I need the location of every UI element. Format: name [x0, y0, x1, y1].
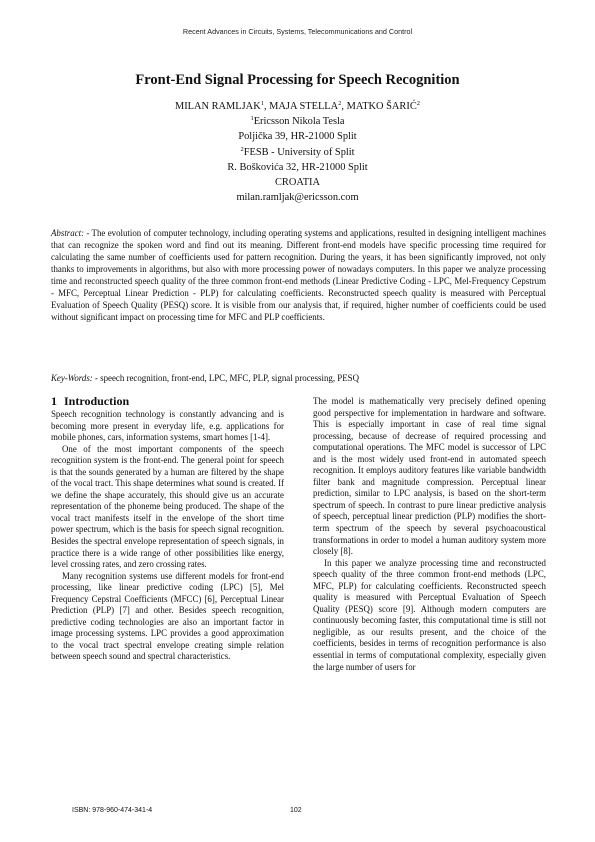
- paragraph: In this paper we analyze processing time and reconstructed speech quality of the three common front-end methods (LPC, MFC, PLP) for calculating coefficients. Reconstructed speech quality is measured with Perceptual Evaluation of Speech Quality (PESQ) score [9]. Although modern computers are continuously becoming faster, this computational time is still not negligible, as our results present, and the choice of the coefficients, besides in terms of recognition performance is also essential in terms of computational complexity, especially given the large number of users for: [313, 557, 546, 672]
- affiliation-1-name: $^1$Ericsson Nikola Tesla: [250, 115, 345, 128]
- author-affiliation-mark: 1: [260, 100, 264, 107]
- section-number: 1: [51, 394, 57, 408]
- section-title: Introduction: [64, 394, 130, 408]
- affiliation-1-address: Poljička 39, HR-21000 Split: [238, 131, 357, 143]
- abstract-text: - The evolution of computer technology, including operating systems and applications, resulted in designing intelligent machines that can recognize the spoken word and find out its meaning. Different front-end models have specific processing time required for calculating the same number of coefficients used for pattern recognition. During the years, it has been significantly improved, not only thanks to improvements in algorithms, but also with more processing power of nowadays computers. In this paper we analyze processing time and reconstructed speech quality of the three common front-end methods (Linear Predictive Coding - LPC, Mel-Frequency Cepstrum - MFC, Perceptual Linear Prediction - PLP) for calculating coefficients. Reconstructed speech quality is measured with Perceptual Evaluation of Speech Quality (PESQ) score. It is visible from our analysis that, if required, higher number of coefficients could be used without significant impact on processing time for MFC and PLP coefficients.: [51, 228, 546, 322]
- keywords: [51, 372, 546, 384]
- paragraph: Speech recognition technology is constantly advancing and is becoming more present in everyday life, e.g. applications for mobile phones, cars, information systems, smart homes [1-4].: [51, 409, 284, 443]
- paper-title: Front-End Signal Processing for Speech Recognition: [135, 72, 460, 88]
- country: CROATIA: [274, 177, 321, 189]
- paragraph: The model is mathematically very precisely defined opening good perspective for implementation in hardware and software. This is especially important in case of real time signal processing, because of decrease of required processing and computational operations. The MFC model is successor of LPC and is the most widely used front-end in automated speech recognition. It employs auditory features like variable bandwidth filter bank and magnitude compression. Perceptual linear prediction, similar to LPC analysis, is based on the short-term spectrum of speech. In contrast to pure linear predictive analysis of speech, perceptual linear prediction (PLP) modifies the short-term spectrum of the speech by several psychoacoustical transformations in order to model a human auditory system more closely [8].: [313, 396, 546, 557]
- author-name: MATKO ŠARIĆ: [346, 101, 417, 112]
- keywords-text: - speech recognition, front-end, LPC, MFC, PLP, signal processing, PESQ: [92, 373, 359, 383]
- page-number: 102: [290, 807, 302, 814]
- footer-isbn: ISBN: 978-960-474-341-4: [72, 807, 153, 814]
- author-affiliation-mark: 2: [338, 100, 342, 107]
- contact-email: milan.ramljak@ericsson.com: [236, 192, 359, 204]
- right-column: [313, 396, 546, 673]
- running-head: Recent Advances in Circuits, Systems, Telecommunications and Control: [182, 27, 413, 36]
- abstract: [51, 227, 546, 323]
- author-name: MILAN RAMLJAK: [174, 101, 261, 112]
- author-line: MILAN RAMLJAK$^1$, MAJA STELLA$^2$, MATKO ŠARIĆ$^2$: [174, 100, 421, 112]
- author-name: MAJA STELLA: [269, 101, 339, 112]
- left-column: [51, 409, 284, 663]
- affiliation-2-name: $^2$FESB - University of Split: [240, 145, 355, 158]
- affiliation-2-address: R. Boškovića 32, HR-21000 Split: [227, 161, 368, 173]
- author-block: [0, 99, 595, 205]
- paragraph: Many recognition systems use different models for front-end processing, like linear predictive coding (LPC) [5], Mel Frequency Cepstral Coefficients (MFCC) [6], Perceptual Linear Prediction (PLP) [7] and other. Besides speech recognition, predictive coding technologies are also an important factor in image processing systems. LPC provides a good approximation to the vocal tract spectral envelope creating simple relation between speech sound and spectral characteristics.: [51, 570, 284, 662]
- paragraph: One of the most important components of the speech recognition system is the front-end. The general point for speech is that the sounds generated by a human are filtered by the shape of the vocal tract. This shape determines what sound is created. If we define the shape accurately, this should give us an accurate representation of the phoneme being produced. The shape of the vocal tract manifests itself in the envelope of the short time power spectrum, which is the basis for speech signal recognition. Besides the spectral envelope representation of speech signals, in practice there is a wide range of other possibilities like energy, level crossing rates, and zero crossing rates.: [51, 443, 284, 570]
- keywords-label: Key-Words:: [51, 373, 93, 383]
- author-affiliation-mark: 2: [416, 100, 421, 107]
- section-heading-introduction: [51, 394, 129, 409]
- abstract-label: Abstract:: [51, 228, 85, 238]
